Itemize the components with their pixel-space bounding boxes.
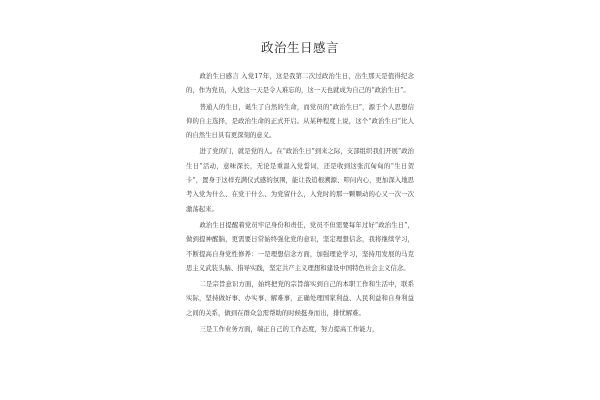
paragraph: 二是宗旨意识方面，始终把党的宗旨落实到自己的本职工作和生活中，联系实际，坚持做好事、办实事、解难事，正确处理国家利益、人民利益和自身利益之间的关系，做到在群众急需帮助的时候挺身而出，排忧解难。 [186,280,414,317]
paragraph: 普通人的生日，诞生了自然的生命，而党员的“政治生日”，源于个人思想信仰的自主选择，是政治生命的正式开启。从某种程度上说，这个“政治生日”比人的自然生日具有更深刻的意义。 [186,102,414,140]
paragraph: 三是工作业务方面，端正自己的工作态度，努力提高工作能力， [199,325,379,334]
document-title: 政治生日感言 [260,40,339,55]
document-body [186,69,414,336]
paragraph: 进了党的门，就是党的人。在“政治生日”到来之际，支部组织我们开展“政治生日”活动，意味深长，无论是重温入党誓词，还是收到这张沉甸甸的“生日贺卡”，置身于这样充满仪式感的氛围，能让我追根溯源、叩问内心，更加深入地思考入党为什么、在党干什么、为党留什么，入党时的那一颗颗动的心又一次一次激荡起来。 [186,147,414,213]
paragraph: 政治生日提醒着党员牢记身份和责任，党员不但需要每年过好“政治生日”，做到提神醒脑，更需要日常始终强化党的意识，坚定理想信念，我将继续学习，不断提高自身党性修养：一是理想信念方面，加强理论学习，坚持用发展的马克思主义武装头脑、指导实践，坚定共产主义理想和建设中国特色社会主义信念。 [186,220,414,272]
paragraph: 政治生日感言 入党17年，这是我第二次过政治生日，出生那天是值得纪念的，作为党员，入党这一天是令人难忘的，这一天也就成为自己的“政治生日”。 [186,72,414,95]
